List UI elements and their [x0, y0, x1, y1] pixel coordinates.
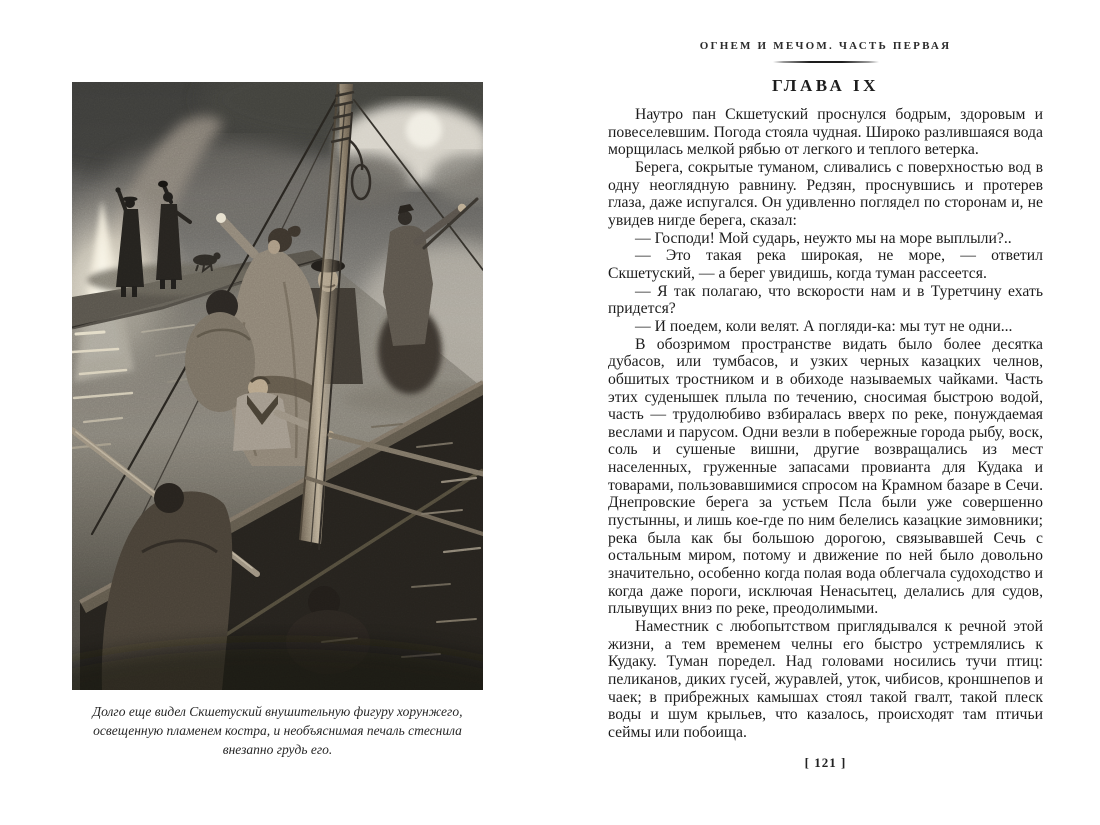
boat-illustration	[72, 82, 483, 690]
caption-line: Долго еще видел Скшетуский внушительную фигуру хорунжего,	[92, 704, 463, 719]
running-head: ОГНЕМ И МЕЧОМ. ЧАСТЬ ПЕРВАЯ	[699, 40, 952, 52]
header-rule	[773, 61, 879, 63]
body-paragraph: — Господи! Мой сударь, неужто мы на море выплыли?..	[635, 229, 1012, 247]
body-paragraph: В обозримом пространстве видать было более десятка дубасов, или тумбасов, и узких черных казацких челнов, обшитых тростником и в обиходе называемых чайками. Часть этих суденышек плыла по течению, сносимая быстрою водой, часть — трудолюбиво взбиралась вверх по реке, понуждаемая веслами и парусом. Одни везли в побережные города рыбу, воск, соль и сушеные вишни, другие возвращались из мест населенных, груженные запасами провианта для Кудака и товарами, пользовавшимися спросом на Крамном базаре в Сечи. Днепровские берега за устьем Псла были уже совершенно пустынны, и лишь кое-где по ним белелись казацкие зимовники; река была как бы большою дорогою, связывавшей Сечь с остальным миром, потому и движение по ней было довольно значительно, особенно когда полая вода облегчала судоходство и когда даже пороги, исключая Ненасытец, делались для судов, плывущих вниз по реке, преодолимыми.	[608, 335, 1043, 618]
engraving-scene	[72, 82, 483, 690]
body-paragraph: — Я так полагаю, что вскорости нам и в Туретчину ехать придется?	[608, 282, 1043, 318]
grain-overlay	[72, 82, 483, 690]
text-page	[608, 40, 1043, 742]
illustration-caption	[60, 703, 495, 759]
chapter-title: ГЛАВА IX	[772, 76, 879, 95]
caption-line: внезапно грудь его.	[222, 741, 333, 757]
body-paragraph: — Это такая река широкая, не море, — ответил Скшетуский, — а берег увидишь, когда туман рассеется.	[608, 247, 1043, 282]
body-paragraph: Берега, сокрытые туманом, сливались с поверхностью вод в одну неоглядную равнину. Редзян, проснувшись и протерев глаза, даже испугался. Он удивленно поглядел по сторонам и, не увидев нигде берега, сказал:	[608, 158, 1043, 229]
body-paragraph: Наместник с любопытством приглядывался к речной этой жизни, а тем временем челны его быстро устремлялись к Кудаку. Туман поредел. Над головами носились тучи птиц: пеликанов, диких гусей, журавлей, уток, чибисов, кроншнепов и чаек; в прибрежных камышах стоял такой гвалт, такой плеск воды и шум крыльев, что казалось, происходят там птичьи сеймы или побоища.	[608, 618, 1043, 741]
body-paragraph: Наутро пан Скшетуский проснулся бодрым, здоровым и повеселевшим. Погода стояла чудная. Широко разлившаяся вода морщилась мелкой рябью от легкого и теплого ветерка.	[608, 106, 1043, 159]
body-paragraph: — И поедем, коли велят. А погляди-ка: мы тут не одни...	[635, 317, 1013, 335]
caption-line: освещенную пламенем костра, и необъяснимая печаль стеснила	[93, 722, 462, 738]
page-number: [ 121 ]	[804, 755, 847, 770]
chapter-body	[608, 106, 1043, 742]
